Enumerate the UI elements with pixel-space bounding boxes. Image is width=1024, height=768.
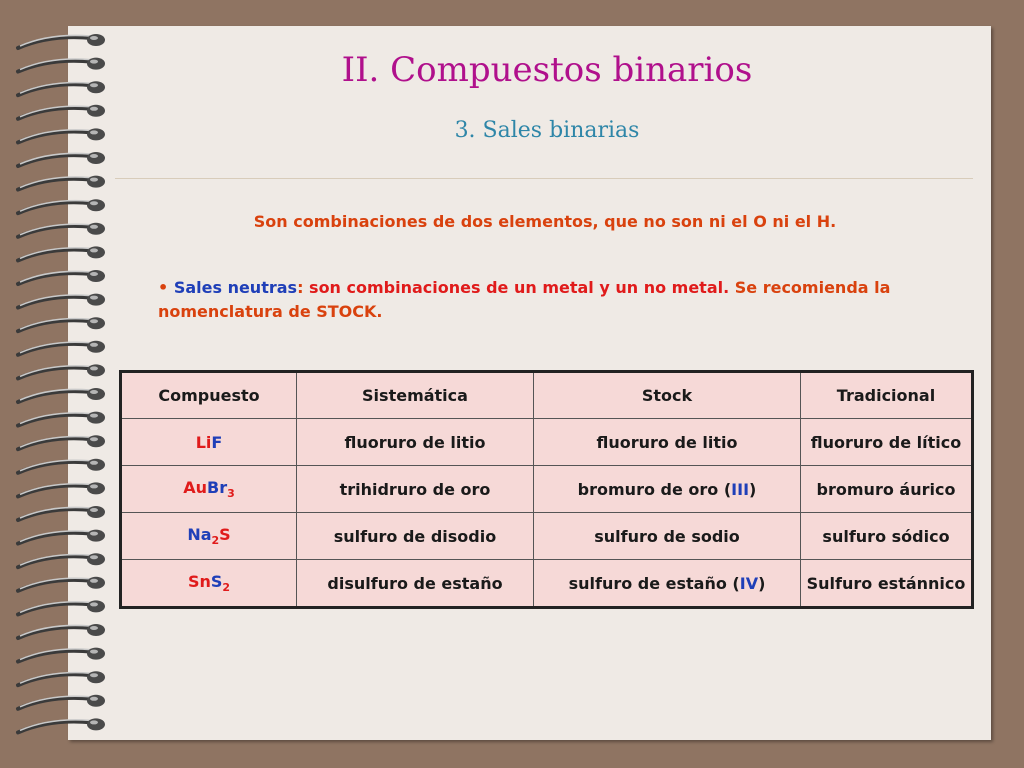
- text-part: F: [211, 432, 223, 452]
- text-part: Li: [195, 432, 212, 452]
- ring-icon: [18, 105, 105, 119]
- text-part: sulfuro de estaño (: [568, 573, 740, 593]
- ring-icon: [18, 246, 105, 260]
- text-part: S: [219, 524, 231, 544]
- cell-sistematica: trihidruro de oro: [297, 466, 534, 513]
- ring-icon: [18, 199, 105, 213]
- cell-stock: [534, 419, 801, 466]
- ring-icon: [18, 600, 105, 614]
- table-body: [121, 419, 973, 608]
- text-part: Br: [207, 477, 228, 497]
- ring-icon: [18, 223, 105, 237]
- cell-tradicional: bromuro áurico: [801, 466, 973, 513]
- bullet-text-1: son combinaciones de un metal y un no metal.: [303, 278, 735, 297]
- ring-icon: [18, 435, 105, 449]
- ring-icon: [18, 34, 105, 48]
- cell-compuesto: [121, 466, 297, 513]
- table-row: [121, 466, 973, 513]
- intro-text: Son combinaciones de dos elementos, que no son ni el O ni el H.: [253, 212, 837, 231]
- cell-sistematica: sulfuro de disodio: [297, 513, 534, 560]
- ring-icon: [18, 364, 105, 378]
- cell-tradicional: sulfuro sódico: [801, 513, 973, 560]
- ring-icon: [18, 506, 105, 520]
- bullet-sales-neutras: [158, 276, 958, 324]
- ring-icon: [18, 294, 105, 308]
- ring-icon: [18, 671, 105, 685]
- spiral-binding-rings-icon: [0, 0, 120, 768]
- ring-icon: [18, 341, 105, 355]
- table-header-row: [121, 372, 973, 419]
- text-part: S: [210, 571, 223, 591]
- ring-icon: [18, 176, 105, 190]
- ring-icon: [18, 412, 105, 426]
- cell-sistematica: disulfuro de estaño: [297, 560, 534, 608]
- ring-icon: [18, 459, 105, 473]
- table-row: [121, 513, 973, 560]
- ring-icon: [18, 553, 105, 567]
- page-subtitle: 3. Sales binarias: [454, 118, 640, 143]
- header-tradicional: Tradicional: [801, 372, 973, 419]
- text-part: bromuro de oro (: [577, 479, 732, 499]
- ring-icon: [18, 482, 105, 496]
- ring-icon: [18, 695, 105, 709]
- ring-icon: [18, 624, 105, 638]
- table-row: [121, 560, 973, 608]
- text-part: 3: [227, 487, 235, 501]
- text-part: Sn: [187, 571, 211, 591]
- text-part: IV: [739, 573, 759, 593]
- text-part: 2: [222, 581, 231, 595]
- bullet-colon: :: [297, 278, 304, 297]
- bullet-symbol: •: [158, 278, 169, 297]
- table-row: [121, 419, 973, 466]
- divider: [115, 178, 973, 179]
- cell-tradicional: fluoruro de lítico: [801, 419, 973, 466]
- cell-sistematica: fluoruro de litio: [297, 419, 534, 466]
- ring-icon: [18, 648, 105, 662]
- cell-compuesto: [121, 560, 297, 608]
- ring-icon: [18, 270, 105, 284]
- cell-tradicional: Sulfuro estánnico: [801, 560, 973, 608]
- ring-icon: [18, 317, 105, 331]
- header-compuesto: Compuesto: [121, 372, 297, 419]
- ring-icon: [18, 577, 105, 591]
- text-part: fluoruro de litio: [596, 432, 738, 452]
- bullet-term: Sales neutras: [173, 278, 298, 297]
- ring-icon: [18, 388, 105, 402]
- cell-compuesto: [121, 513, 297, 560]
- text-part: III: [731, 479, 750, 499]
- text-part: ): [758, 573, 766, 593]
- ring-icon: [18, 152, 105, 166]
- bullet-text-2: Se recomienda la nomenclatura de STOCK.: [158, 278, 891, 321]
- header-sistematica: Sistemática: [297, 372, 534, 419]
- page-title: II. Compuestos binarios: [341, 50, 753, 90]
- ring-icon: [18, 718, 105, 732]
- nomenclature-table: [119, 370, 974, 609]
- header-stock: Stock: [534, 372, 801, 419]
- text-part: sulfuro de sodio: [594, 526, 740, 546]
- cell-compuesto: [121, 419, 297, 466]
- cell-stock: [534, 560, 801, 608]
- text-part: Au: [183, 477, 208, 497]
- cell-stock: [534, 466, 801, 513]
- text-part: Na: [187, 524, 212, 544]
- text-part: ): [749, 479, 757, 499]
- ring-icon: [18, 530, 105, 544]
- cell-stock: [534, 513, 801, 560]
- text-part: 2: [211, 534, 220, 548]
